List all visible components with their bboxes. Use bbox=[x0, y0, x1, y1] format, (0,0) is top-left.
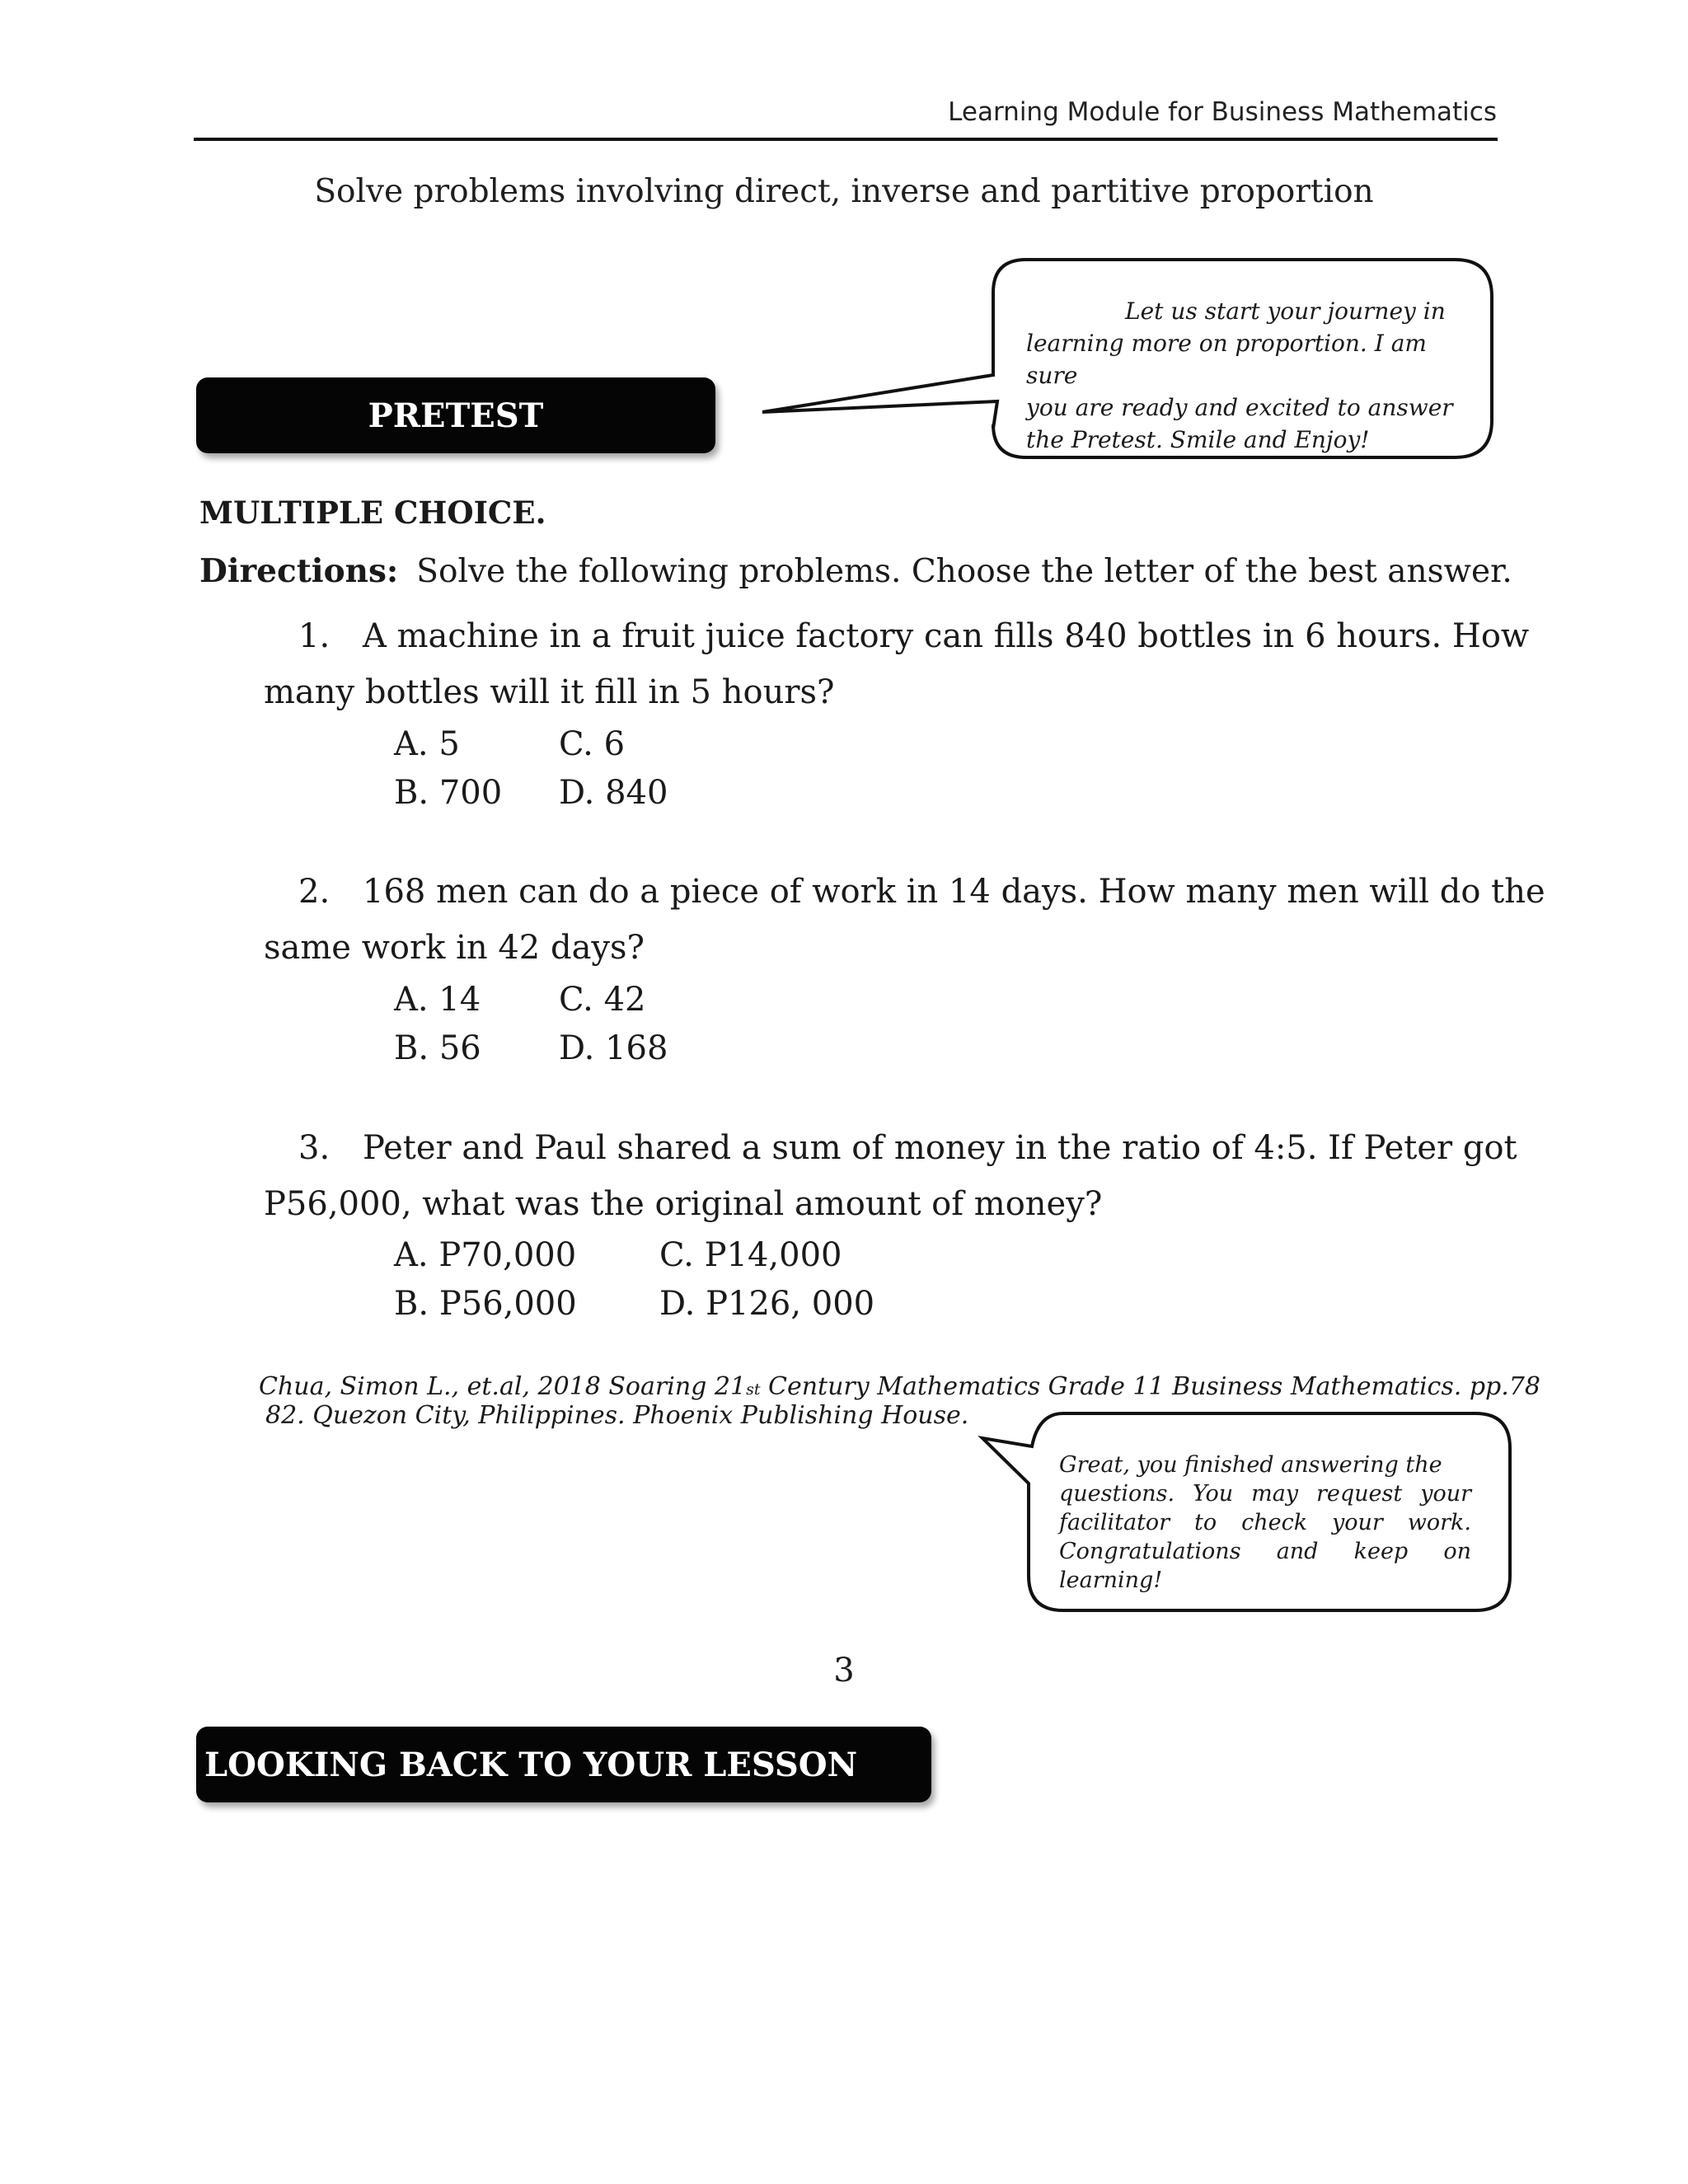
speech-bubble-outro-text bbox=[1059, 1451, 1471, 1595]
choice-c: C. P14,000 bbox=[659, 1236, 842, 1274]
question-3 bbox=[264, 1120, 1517, 1232]
choice-a: A. 14 bbox=[394, 981, 481, 1019]
question-text-continued: P56,000, what was the original amount of money? bbox=[264, 1185, 1103, 1223]
choice-b: B. 56 bbox=[394, 1029, 481, 1067]
bubble-intro-line: learning more on proportion. I am sure bbox=[1026, 330, 1427, 389]
bubble-intro-line: you are ready and excited to answer bbox=[1026, 394, 1453, 421]
choice-a: A. P70,000 bbox=[394, 1236, 577, 1274]
bubble-outro-rest: questions. You may request your facilitator to check your work. Congratulations and keep on learning! bbox=[1059, 1481, 1471, 1593]
choice-d: D. 168 bbox=[559, 1029, 668, 1067]
choice-d: D. P126, 000 bbox=[659, 1285, 875, 1323]
choice-c: C. 6 bbox=[559, 725, 626, 763]
question-text: Peter and Paul shared a sum of money in the ratio of 4:5. If Peter got bbox=[363, 1129, 1517, 1167]
question-text-continued: many bottles will it fill in 5 hours? bbox=[264, 673, 835, 711]
question-number: 2. bbox=[298, 873, 331, 911]
citation-part2: Century Mathematics Grade 11 Business Mathematics. pp.78 bbox=[760, 1372, 1540, 1401]
bubble-outro-first: Great, you finished answering the bbox=[1059, 1452, 1442, 1478]
directions-text: Solve the following problems. Choose the letter of the best answer. bbox=[416, 553, 1512, 590]
section-title: MULTIPLE CHOICE. bbox=[199, 494, 546, 531]
question-2 bbox=[264, 864, 1545, 976]
citation-line2: 82. Quezon City, Philippines. Phoenix Publishing House. bbox=[265, 1401, 969, 1430]
directions bbox=[199, 552, 1512, 590]
question-1 bbox=[264, 608, 1530, 720]
choice-b: B. 700 bbox=[394, 774, 503, 812]
citation-part1: Chua, Simon L., et.al, 2018 Soaring 21 bbox=[259, 1372, 747, 1401]
choice-c: C. 42 bbox=[559, 981, 646, 1019]
bubble-intro-line: the Pretest. Smile and Enjoy! bbox=[1026, 426, 1370, 453]
question-text: A machine in a fruit juice factory can fills 840 bottles in 6 hours. How bbox=[363, 617, 1530, 655]
bubble-intro-line: Let us start your journey in bbox=[1125, 298, 1446, 325]
pretest-banner: PRETEST bbox=[196, 377, 715, 453]
question-number: 3. bbox=[298, 1129, 331, 1167]
citation bbox=[259, 1372, 1540, 1430]
choice-b: B. P56,000 bbox=[394, 1285, 577, 1323]
choice-a: A. 5 bbox=[394, 725, 460, 763]
question-text-continued: same work in 42 days? bbox=[264, 929, 645, 967]
directions-label: Directions: bbox=[199, 552, 399, 590]
looking-back-banner: LOOKING BACK TO YOUR LESSON bbox=[196, 1727, 931, 1802]
question-number: 1. bbox=[298, 617, 331, 655]
page-number: 3 bbox=[833, 1652, 855, 1690]
question-text: 168 men can do a piece of work in 14 days. How many men will do the bbox=[363, 873, 1545, 911]
citation-superscript: st bbox=[746, 1380, 761, 1399]
lesson-objective: Solve problems involving direct, inverse and partitive proportion bbox=[314, 173, 1374, 210]
choice-d: D. 840 bbox=[559, 774, 668, 812]
speech-bubble-intro-text bbox=[1026, 295, 1463, 456]
module-header-title: Learning Module for Business Mathematics bbox=[948, 97, 1497, 127]
